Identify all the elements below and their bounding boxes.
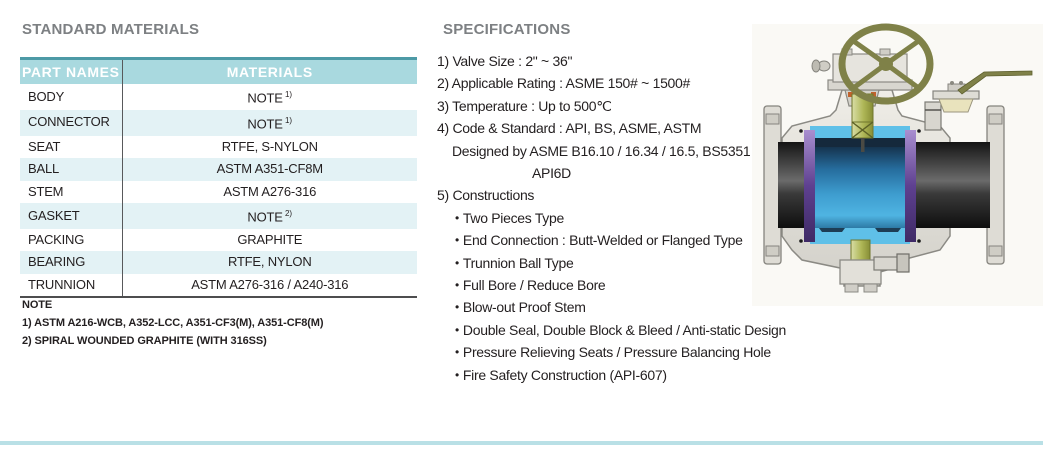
spec-line [437,296,802,318]
material-cell: RTFE, S-NYLON [221,138,318,154]
spec-text: Two Pieces Type [462,209,564,226]
table-row [20,251,417,274]
note-line: 1) ASTM A216-WCB, A352-LCC, A351-CF3(M), A351-CF8(M) [22,317,324,329]
spec-line [437,252,802,274]
spec-text: Blow-out Proof Stem [462,299,586,316]
note-line: 2) SPIRAL WOUNDED GRAPHITE (WITH 316SS) [22,335,267,347]
part-name-cell: TRUNNION [20,274,122,298]
material-cell: ASTM A276-316 / A240-316 [191,276,349,292]
spec-line: 2) Applicable Rating : ASME 150# ~ 1500# [437,75,691,92]
spec-text: End Connection : Butt-Welded or Flanged Type [462,232,743,249]
material-cell: ASTM A351-CF8M [216,161,323,177]
spec-line [437,364,802,386]
table-row [20,203,417,229]
right-pipe-bore [916,142,990,228]
trunnion-ball-valve-diagram [752,10,1043,310]
part-name-cell: STEM [20,181,122,204]
table-row [20,181,417,204]
notes-title: NOTE [22,299,53,311]
spec-line [437,207,802,229]
materials-table-body [20,84,417,297]
part-name-cell: BODY [20,84,122,110]
spec-line: 1) Valve Size : 2" ~ 36" [437,53,573,69]
notes-block [22,296,323,350]
material-cell: ASTM A276-316 [223,183,317,199]
spec-line [437,341,802,363]
spec-line: 4) Code & Standard : API, BS, ASME, ASTM [437,120,702,137]
material-cell: GRAPHITE [237,231,303,247]
spec-text: Trunnion Ball Type [462,254,574,271]
spec-line [437,274,802,296]
part-names-header: PART NAMES [20,59,122,85]
spec-text: Fire Safety Construction (API-607) [462,366,667,383]
ball [810,144,910,228]
material-cell: NOTE $^{1)}$ [247,115,293,132]
spec-text: Pressure Relieving Seats / Pressure Balancing Hole [462,344,771,361]
part-name-cell: PACKING [20,229,122,252]
specifications-title: SPECIFICATIONS [443,21,571,38]
valve-illustration [752,10,1043,310]
note-ref: 1) [282,115,293,125]
materials-header: MATERIALS [122,59,417,85]
right-seat-ring [905,130,916,242]
vent-stub [925,102,941,130]
material-cell: NOTE $^{1)}$ [247,90,293,106]
standard-materials-title: STANDARD MATERIALS [22,21,200,38]
part-name-cell: CONNECTOR [20,110,122,136]
bullet-marker: • [455,300,459,315]
table-row [20,274,417,298]
left-pipe-bore [778,142,808,228]
spec-line: 5) Constructions [437,187,535,204]
material-cell: RTFE, NYLON [227,254,312,270]
notes-list [22,314,323,350]
spec-line [437,229,802,251]
part-name-cell: GASKET [20,203,122,229]
material-cell: NOTE $^{2)}$ [247,209,293,225]
bullet-marker: • [455,322,459,337]
table-row [20,84,417,110]
spec-line: API6D [532,165,571,182]
spec-text: Full Bore / Reduce Bore [462,277,606,294]
left-seat-ring [804,130,815,242]
bullet-marker: • [455,210,459,225]
spec-text: Double Seal, Double Block & Bleed / Anti-static Design [462,321,787,338]
spec-line [437,319,802,341]
table-row [20,229,417,252]
bullet-marker: • [455,345,459,360]
standard-materials-table [20,57,417,298]
part-name-cell: BEARING [20,251,122,274]
bullet-marker: • [455,278,459,293]
bullet-marker: • [455,233,459,248]
spec-line: Designed by ASME B16.10 / 16.34 / 16.5, BS5351 [452,142,751,159]
table-row [20,158,417,181]
spec-line: 3) Temperature : Up to 500℃ [437,97,612,114]
bullet-marker: • [455,367,459,382]
table-row [20,110,417,136]
note-ref: 1) [282,90,293,99]
page-bottom-rule [0,441,1043,445]
table-row [20,136,417,159]
spec-list [437,50,802,386]
bullet-marker: • [455,255,459,270]
note-ref: 2) [282,209,293,219]
part-name-cell: SEAT [20,136,122,159]
part-name-cell: BALL [20,158,122,181]
table-header-row [20,59,417,85]
